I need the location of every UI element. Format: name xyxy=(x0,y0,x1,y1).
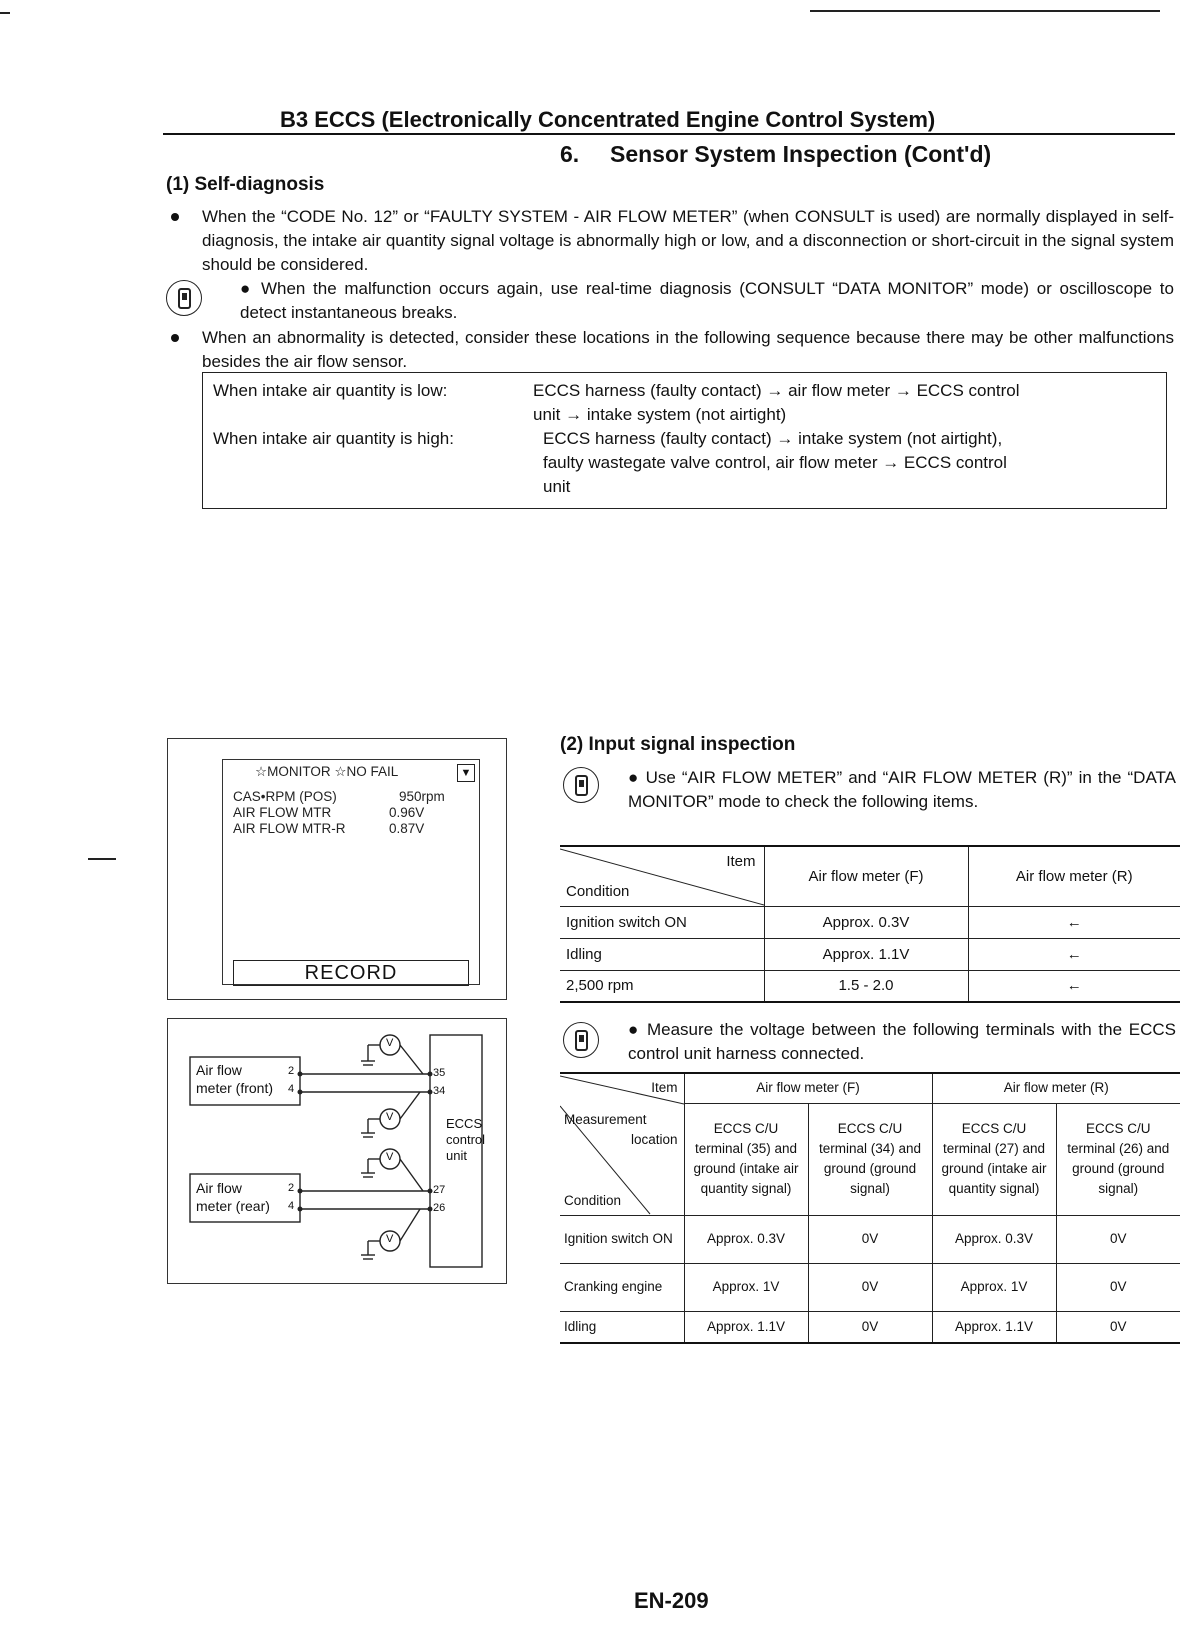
title-rule xyxy=(163,133,1175,135)
table1-diag-header xyxy=(560,846,764,906)
table1-f-1: Approx. 0.3V xyxy=(764,906,968,938)
monitor-label-2: AIR FLOW MTR xyxy=(233,805,332,820)
input-signal-heading: (2) Input signal inspection xyxy=(560,734,796,755)
ecu-line-1: ECCS xyxy=(446,1116,483,1131)
data-monitor-table xyxy=(560,845,1180,1003)
high-text-3: unit xyxy=(543,477,571,496)
table2-v-3-3: Approx. 1.1V xyxy=(932,1311,1056,1343)
table1-condition-label: Condition xyxy=(566,882,630,900)
afm-rear-line-2: meter (rear) xyxy=(196,1198,270,1214)
table1-r-1: ← xyxy=(968,906,1180,938)
table2-group-f: Air flow meter (F) xyxy=(684,1073,932,1103)
table2-meas-label: Measurement xyxy=(564,1112,647,1127)
table1-r-3: ← xyxy=(968,970,1180,1002)
low-label: When intake air quantity is low: xyxy=(213,381,448,400)
terminal-voltage-table xyxy=(560,1072,1180,1344)
ecu-label xyxy=(446,1116,485,1164)
table1-f-2: Approx. 1.1V xyxy=(764,938,968,970)
tester-icon xyxy=(563,1022,599,1058)
pin-35: 35 xyxy=(433,1067,446,1079)
pin-4-front: 4 xyxy=(288,1083,295,1095)
table1-cond-2: Idling xyxy=(560,938,764,970)
afm-rear-line-1: Air flow xyxy=(196,1180,242,1196)
table2-v-1-1: Approx. 0.3V xyxy=(684,1215,808,1263)
ecu-line-2: control xyxy=(446,1132,486,1147)
monitor-label-1: CAS•RPM (POS) xyxy=(233,789,337,804)
pin-2-front: 2 xyxy=(288,1065,295,1077)
monitor-value-3: 0.87V xyxy=(389,821,425,836)
table2-v-1-4: 0V xyxy=(1056,1215,1180,1263)
consult-tool-icon xyxy=(563,767,599,803)
table1-cond-1: Ignition switch ON xyxy=(560,906,764,938)
margin-mark xyxy=(88,858,116,860)
sequence-box xyxy=(202,372,1167,509)
afm-front-line-2: meter (front) xyxy=(196,1080,274,1096)
table1-item-label: Item xyxy=(726,853,756,870)
afm-front-line-1: Air flow xyxy=(196,1062,242,1078)
low-text-1: ECCS harness (faulty contact) → air flow meter → ECCS control xyxy=(533,381,1020,400)
self-diagnosis-heading: (1) Self-diagnosis xyxy=(166,174,325,195)
section-title xyxy=(560,141,991,168)
voltmeter-3-label: V xyxy=(386,1151,394,1163)
low-text-2: unit → intake system (not airtight) xyxy=(533,405,787,424)
table2-diag-header xyxy=(560,1073,684,1215)
table1-f-3: 1.5 - 2.0 xyxy=(764,970,968,1002)
pin-34: 34 xyxy=(433,1085,446,1097)
table2-v-1-3: Approx. 0.3V xyxy=(932,1215,1056,1263)
table2-item-label: Item xyxy=(651,1080,678,1095)
consult-tool-icon xyxy=(166,280,202,316)
page-title: B3 ECCS (Electronically Concentrated Engine Control System) xyxy=(280,107,936,132)
realtime-diagnosis-note: ● When the malfunction occurs again, use real-time diagnosis (CONSULT “DATA MONITOR” mode) or oscilloscope to detect instantaneous breaks. xyxy=(240,279,1174,322)
section-title-text: Sensor System Inspection (Cont'd) xyxy=(610,141,992,167)
bullet-icon xyxy=(171,334,179,342)
monitor-header: ☆MONITOR ☆NO FAIL xyxy=(255,764,399,779)
table2-sub-3: ECCS C/U terminal (27) and ground (intake air quantity signal) xyxy=(932,1103,1056,1215)
table2-cond-1: Ignition switch ON xyxy=(560,1215,684,1263)
voltmeter-2-label: V xyxy=(386,1111,394,1123)
table2-group-r: Air flow meter (R) xyxy=(932,1073,1180,1103)
pin-2-rear: 2 xyxy=(288,1182,295,1194)
table2-v-2-4: 0V xyxy=(1056,1263,1180,1311)
abnormality-paragraph: When an abnormality is detected, consider these locations in the following sequence because there may be other malfunctions besides the air flow sensor. xyxy=(202,328,1174,371)
table2-location-label: location xyxy=(630,1132,678,1147)
table2-cond-3: Idling xyxy=(560,1311,684,1343)
measure-voltage-note: ● Measure the voltage between the following terminals with the ECCS control unit harness connected. xyxy=(628,1020,1176,1063)
consult-monitor-screen xyxy=(222,759,480,985)
scroll-down-icon: ▼ xyxy=(457,764,475,782)
table2-sub-4: ECCS C/U terminal (26) and ground (ground signal) xyxy=(1056,1103,1180,1215)
monitor-value-1: 950rpm xyxy=(399,789,445,804)
monitor-value-2: 0.96V xyxy=(389,805,425,820)
ecu-line-3: unit xyxy=(446,1148,467,1163)
page-number: EN-209 xyxy=(634,1588,709,1613)
section-number: 6. xyxy=(560,141,580,167)
table2-condition-label: Condition xyxy=(564,1192,622,1208)
self-diagnosis-paragraph: When the “CODE No. 12” or “FAULTY SYSTEM - AIR FLOW METER” (when CONSULT is used) are normally displayed in self-diagnosis, the intake air quantity signal voltage is abnormally high or low, and a disconnection or short-circuit in the signal system should be considered. xyxy=(202,207,1174,274)
table2-v-3-4: 0V xyxy=(1056,1311,1180,1343)
data-monitor-note: ● Use “AIR FLOW METER” and “AIR FLOW METER (R)” in the “DATA MONITOR” mode to check the following items. xyxy=(628,768,1176,811)
corner-mark xyxy=(0,12,10,14)
pin-26: 26 xyxy=(433,1202,446,1214)
table2-cond-2: Cranking engine xyxy=(560,1263,684,1311)
voltmeter-1-label: V xyxy=(386,1037,394,1049)
table2-sub-1: ECCS C/U terminal (35) and ground (intake air quantity signal) xyxy=(684,1103,808,1215)
table1-r-2: ← xyxy=(968,938,1180,970)
pin-4-rear: 4 xyxy=(288,1200,295,1212)
pin-27: 27 xyxy=(433,1184,446,1196)
top-rule xyxy=(810,10,1160,12)
table1-col-f: Air flow meter (F) xyxy=(764,846,968,906)
record-button[interactable]: RECORD xyxy=(233,960,469,986)
circuit-diagram xyxy=(167,1018,507,1284)
table2-v-3-2: 0V xyxy=(808,1311,932,1343)
table2-v-2-2: 0V xyxy=(808,1263,932,1311)
afm-front-label xyxy=(196,1061,273,1097)
monitor-label-3: AIR FLOW MTR-R xyxy=(233,821,346,836)
table2-v-1-2: 0V xyxy=(808,1215,932,1263)
bullet-icon xyxy=(171,213,179,221)
high-label: When intake air quantity is high: xyxy=(213,429,454,448)
high-text-1: ECCS harness (faulty contact) → intake system (not airtight), xyxy=(543,429,1003,448)
table1-col-r: Air flow meter (R) xyxy=(968,846,1180,906)
table2-v-2-1: Approx. 1V xyxy=(684,1263,808,1311)
afm-rear-label xyxy=(196,1179,270,1215)
high-text-2: faulty wastegate valve control, air flow meter → ECCS control xyxy=(543,453,1007,472)
table1-cond-3: 2,500 rpm xyxy=(560,970,764,1002)
voltmeter-4-label: V xyxy=(386,1233,394,1245)
table2-sub-2: ECCS C/U terminal (34) and ground (ground signal) xyxy=(808,1103,932,1215)
table2-v-3-1: Approx. 1.1V xyxy=(684,1311,808,1343)
table2-v-2-3: Approx. 1V xyxy=(932,1263,1056,1311)
